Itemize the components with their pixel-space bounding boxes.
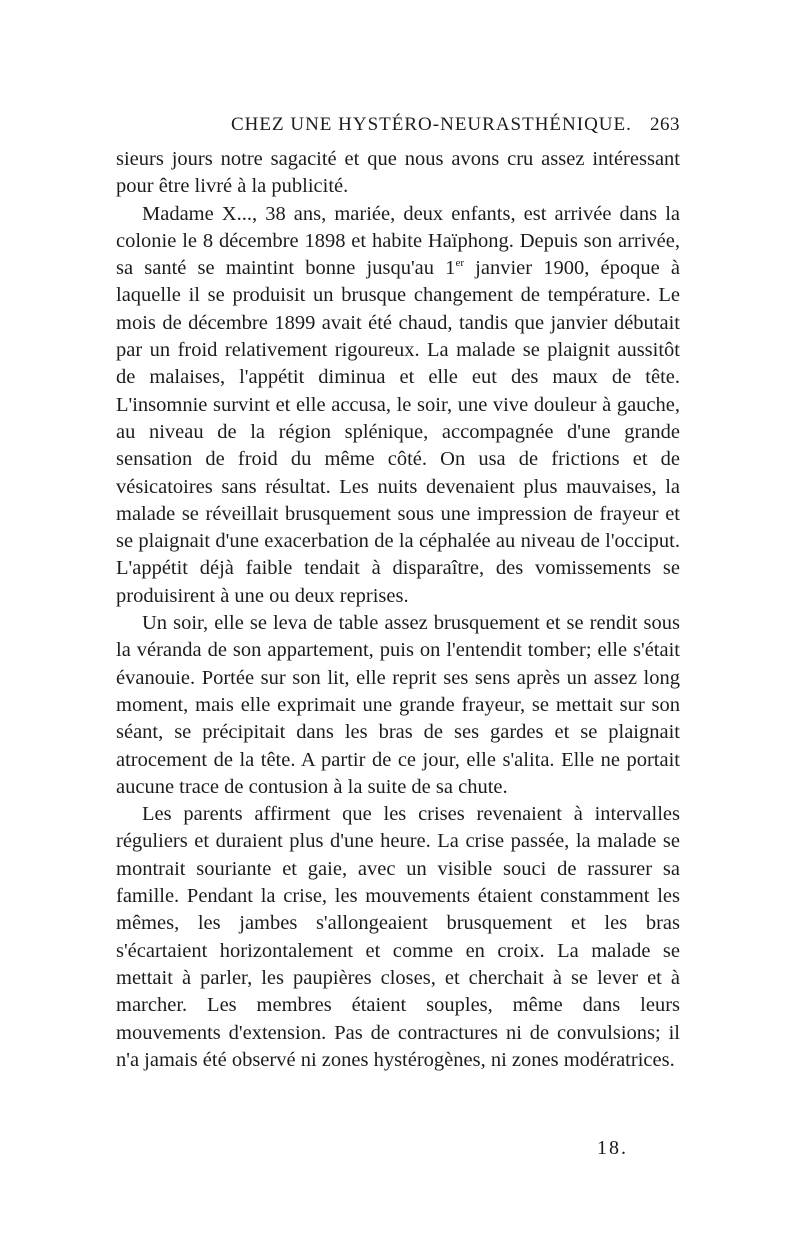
ordinal-superscript: er <box>455 257 464 270</box>
body-text <box>116 146 680 1074</box>
paragraph-madame-x-text-cont: janvier 1900, époque à laquelle il se produisit un brusque changement de température. Le mois de décembre 1899 avait été chaud, tandis que janvier débutait par un froid relativement rigoureux. La malade se plaignit aussitôt de malaises, l'appétit diminua et elle eut des maux de tête. L'insomnie survint et elle accusa, le soir, une vive douleur à gauche, au niveau de la région splénique, accompagnée d'une grande sensation de froid du même côté. On usa de frictions et de vésicatoires sans résultat. Les nuits devenaient plus mauvaises, la malade se réveillait brusquement sous une impression de frayeur et se plaignait d'une exacerbation de la céphalée au niveau de l'occiput. L'appétit déjà faible tendait à disparaître, des vomissements se produisirent à une ou deux reprises. <box>116 257 680 607</box>
signature-mark: 18. <box>597 1137 628 1159</box>
page-number: 263 <box>650 114 680 135</box>
paragraph-continuation: sieurs jours notre sagacité et que nous avons cru assez intéressant pour être livré à la publicité. <box>116 148 680 198</box>
running-head <box>116 114 680 142</box>
running-title: CHEZ UNE HYSTÉRO-NEURASTHÉNIQUE. <box>231 114 632 135</box>
paragraph-madame-x-text: Madame X..., 38 ans, mariée, deux enfants, est arrivée dans la colonie le 8 décembre 1898 et habite Haïphong. Depuis son arrivée, sa santé se maintint bonne jusqu'au 1 <box>116 202 680 280</box>
paragraph-un-soir: Un soir, elle se leva de table assez brusquement et se rendit sous la véranda de son appartement, puis on l'entendit tomber; elle s'était évanouie. Portée sur son lit, elle reprit ses sens après un assez long moment, mais elle exprimait une grande frayeur, se mettait sur son séant, se précipitait dans les bras de ses gardes et se plaignait atrocement de la tête. A partir de ce jour, elle s'alita. Elle ne portait aucune trace de contusion à la suite de sa chute. <box>116 612 680 798</box>
paragraph-les-parents: Les parents affirment que les crises revenaient à intervalles réguliers et duraient plus d'une heure. La crise passée, la malade se montrait souriante et gaie, avec un visible souci de rassurer sa famille. Pendant la crise, les mouvements étaient constamment les mêmes, les jambes s'allongeaient brusquement et les bras s'écartaient horizontalement et comme en croix. La malade se mettait à parler, les paupières closes, et cherchait à se lever et à marcher. Les membres étaient souples, même dans leurs mouvements d'extension. Pas de contractures ni de convulsions; il n'a jamais été observé ni zones hystérogènes, ni zones modératrices. <box>116 803 680 1071</box>
paragraph-madame-x <box>116 201 680 610</box>
